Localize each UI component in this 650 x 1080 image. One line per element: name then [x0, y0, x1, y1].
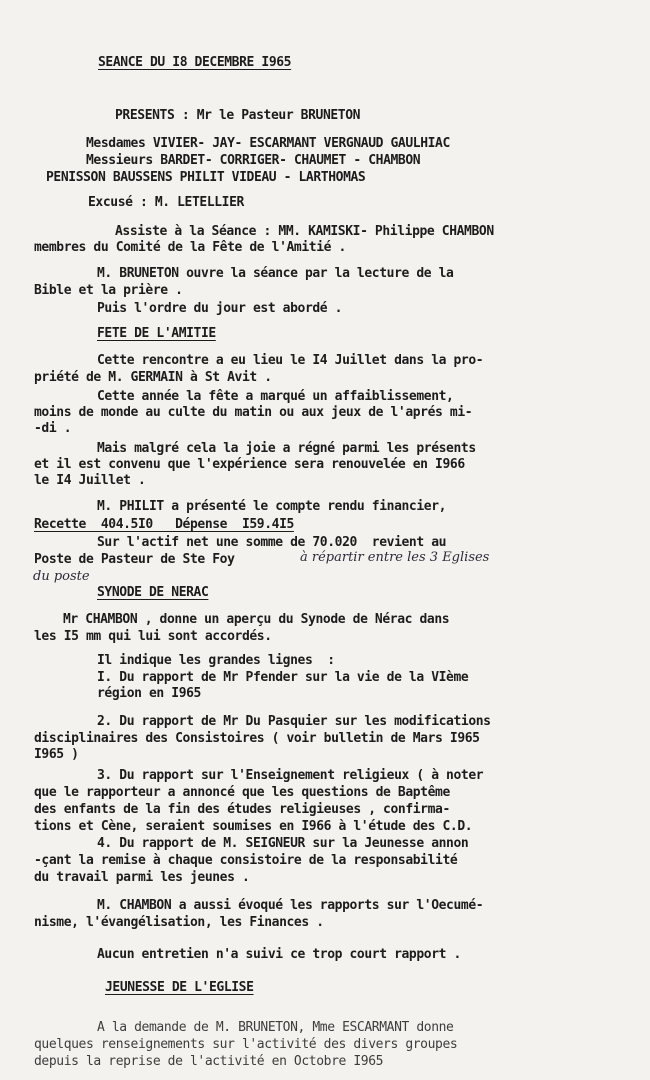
text-line: Mais malgré cela la joie a régné parmi les présents [97, 441, 476, 456]
financial-line: Recette 404.5I0 Dépense I59.4I5 [34, 517, 294, 532]
section-heading: FETE DE L'AMITIE [97, 326, 216, 341]
text-line: I965 ) [34, 747, 79, 762]
text-line: Il indique les grandes lignes : [97, 653, 335, 668]
section-heading: JEUNESSE DE L'EGLISE [105, 980, 254, 995]
text-line: A la demande de M. BRUNETON, Mme ESCARMANT donne [97, 1020, 454, 1035]
text-line: Cette année la fête a marqué un affaiblissement, [97, 389, 454, 404]
text-line: des enfants de la fin des études religieuses , confirma- [34, 802, 450, 817]
text-line: depuis la reprise de l'activité en Octobre I965 [34, 1054, 384, 1069]
text-line: M. BRUNETON ouvre la séance par la lecture de la [97, 266, 454, 281]
text-line: Mr CHAMBON , donne un aperçu du Synode de Nérac dans [63, 612, 450, 627]
text-line: 4. Du rapport de M. SEIGNEUR sur la Jeunesse annon [97, 836, 469, 851]
text-line: Cette rencontre a eu lieu le I4 Juillet dans la pro- [97, 353, 484, 368]
text-line: moins de monde au culte du matin ou aux jeux de l'aprés mi- [34, 405, 473, 420]
text-line: 2. Du rapport de Mr Du Pasquier sur les modifications [97, 714, 491, 729]
text-line: membres du Comité de la Fête de l'Amitié . [34, 240, 346, 255]
text-line: nisme, l'évangélisation, les Finances . [34, 915, 324, 930]
text-line: Sur l'actif net une somme de 70.020 revient au [97, 535, 447, 550]
text-line: M. PHILIT a présenté le compte rendu financier, [97, 499, 447, 514]
text-line: I. Du rapport de Mr Pfender sur la vie de la VIème [97, 670, 469, 685]
text-line: Bible et la prière . [34, 283, 183, 298]
handwritten-note: à répartir entre les 3 Eglises [300, 550, 490, 565]
text-line: PENISSON BAUSSENS PHILIT VIDEAU - LARTHOMAS [46, 170, 366, 185]
text-line: le I4 Juillet . [34, 473, 146, 488]
text-line: disciplinaires des Consistoires ( voir bulletin de Mars I965 [34, 731, 480, 746]
text-line: M. CHAMBON a aussi évoqué les rapports sur l'Oecumé- [97, 898, 484, 913]
text-line: que le rapporteur a annoncé que les questions de Baptême [34, 785, 450, 800]
text-line: Assiste à la Séance : MM. KAMISKI- Philippe CHAMBON [115, 224, 494, 239]
text-line: région en I965 [97, 686, 201, 701]
text-line: -çant la remise à chaque consistoire de la responsabilité [34, 853, 458, 868]
document-title: SEANCE DU I8 DECEMBRE I965 [98, 55, 292, 70]
text-line: -di . [34, 421, 72, 436]
text-line: priété de M. GERMAIN à St Avit . [34, 370, 272, 385]
section-heading: SYNODE DE NERAC [97, 585, 209, 600]
text-line: et il est convenu que l'expérience sera renouvelée en I966 [34, 457, 465, 472]
text-line: du travail parmi les jeunes . [34, 870, 250, 885]
text-line: Puis l'ordre du jour est abordé . [97, 301, 343, 316]
text-line: Aucun entretien n'a suivi ce trop court rapport . [97, 947, 461, 962]
text-line: tions et Cène, seraient soumises en I966 à l'étude des C.D. [34, 819, 473, 834]
text-line: Mesdames VIVIER- JAY- ESCARMANT VERGNAUD GAULHIAC [86, 136, 450, 151]
text-line: 3. Du rapport sur l'Enseignement religieux ( à noter [97, 768, 484, 783]
text-line: quelques renseignements sur l'activité des divers groupes [34, 1037, 458, 1052]
text-line: Excusé : M. LETELLIER [88, 195, 244, 210]
text-line: PRESENTS : Mr le Pasteur BRUNETON [115, 108, 361, 123]
handwritten-note: du poste [33, 569, 90, 584]
text-line: les I5 mm qui lui sont accordés. [34, 629, 272, 644]
text-line: Messieurs BARDET- CORRIGER- CHAUMET - CHAMBON [86, 153, 421, 168]
text-line: Poste de Pasteur de Ste Foy [34, 552, 235, 567]
